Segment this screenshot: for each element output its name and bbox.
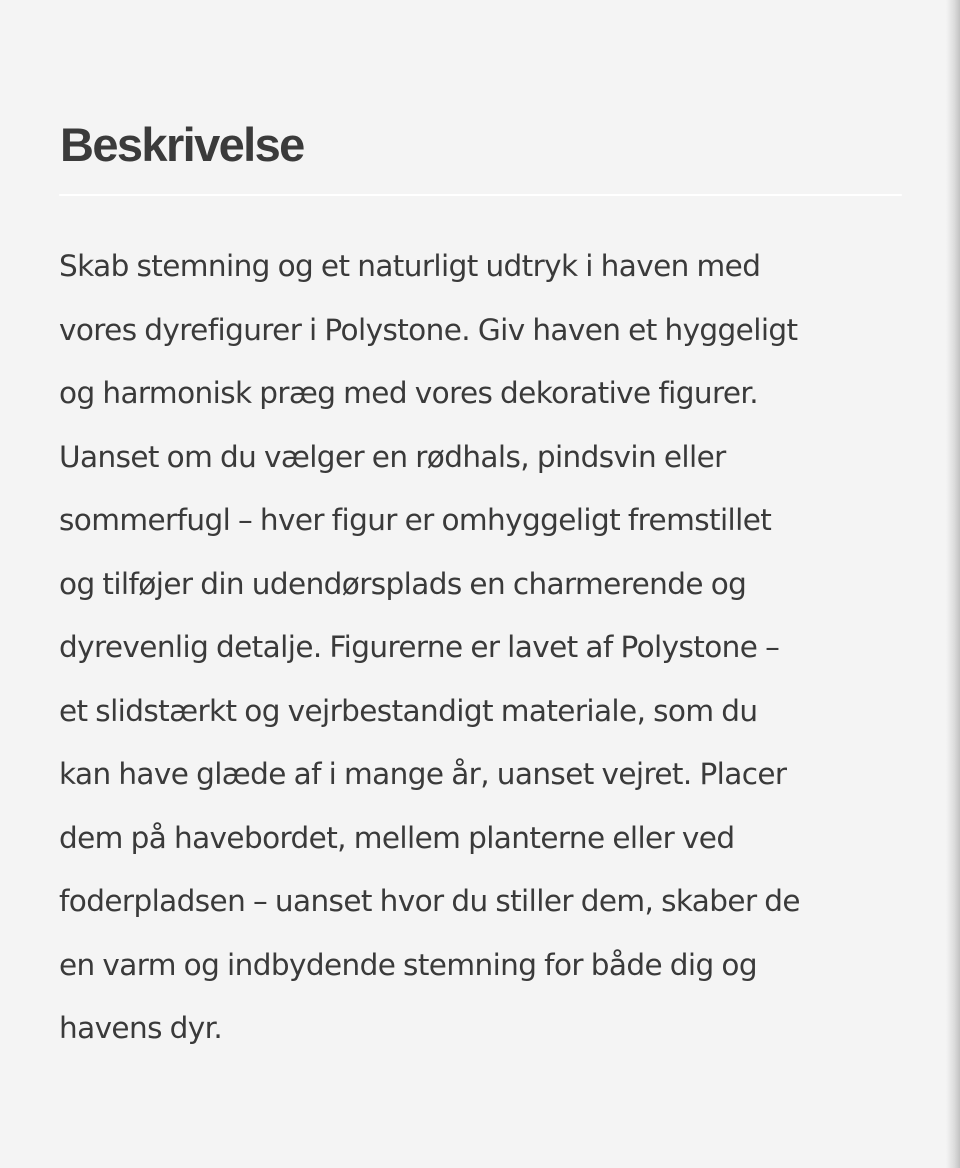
description-line: et slidstærkt og vejrbestandigt materiale, som du bbox=[59, 693, 758, 728]
description-line: Uanset om du vælger en rødhals, pindsvin eller bbox=[59, 439, 726, 474]
section-divider bbox=[59, 194, 902, 196]
description-line: kan have glæde af i mange år, uanset vejret. Placer bbox=[59, 757, 787, 791]
description-line: foderpladsen – uanset hvor du stiller dem, skaber de bbox=[59, 884, 800, 918]
right-edge-shadow bbox=[946, 0, 960, 1168]
description-line: sommerfugl – hver figur er omhyggeligt fremstillet bbox=[59, 503, 772, 537]
description-line: og harmonisk præg med vores dekorative figurer. bbox=[59, 376, 758, 410]
description-line: vores dyrefigurer i Polystone. Giv haven et hyggeligt bbox=[59, 312, 798, 347]
description-line: havens dyr. bbox=[59, 1011, 223, 1045]
description-text bbox=[59, 235, 909, 1061]
description-line: og tilføjer din udendørsplads en charmerende og bbox=[59, 566, 747, 601]
description-section bbox=[59, 112, 902, 1045]
description-line: Skab stemning og et naturligt udtryk i haven med bbox=[59, 249, 761, 283]
section-title: Beskrivelse bbox=[60, 118, 304, 171]
description-line: dyrevenlig detalje. Figurerne er lavet af Polystone – bbox=[59, 630, 780, 664]
description-line: en varm og indbydende stemning for både dig og bbox=[59, 947, 757, 982]
description-line: dem på havebordet, mellem planterne eller ved bbox=[59, 820, 735, 855]
